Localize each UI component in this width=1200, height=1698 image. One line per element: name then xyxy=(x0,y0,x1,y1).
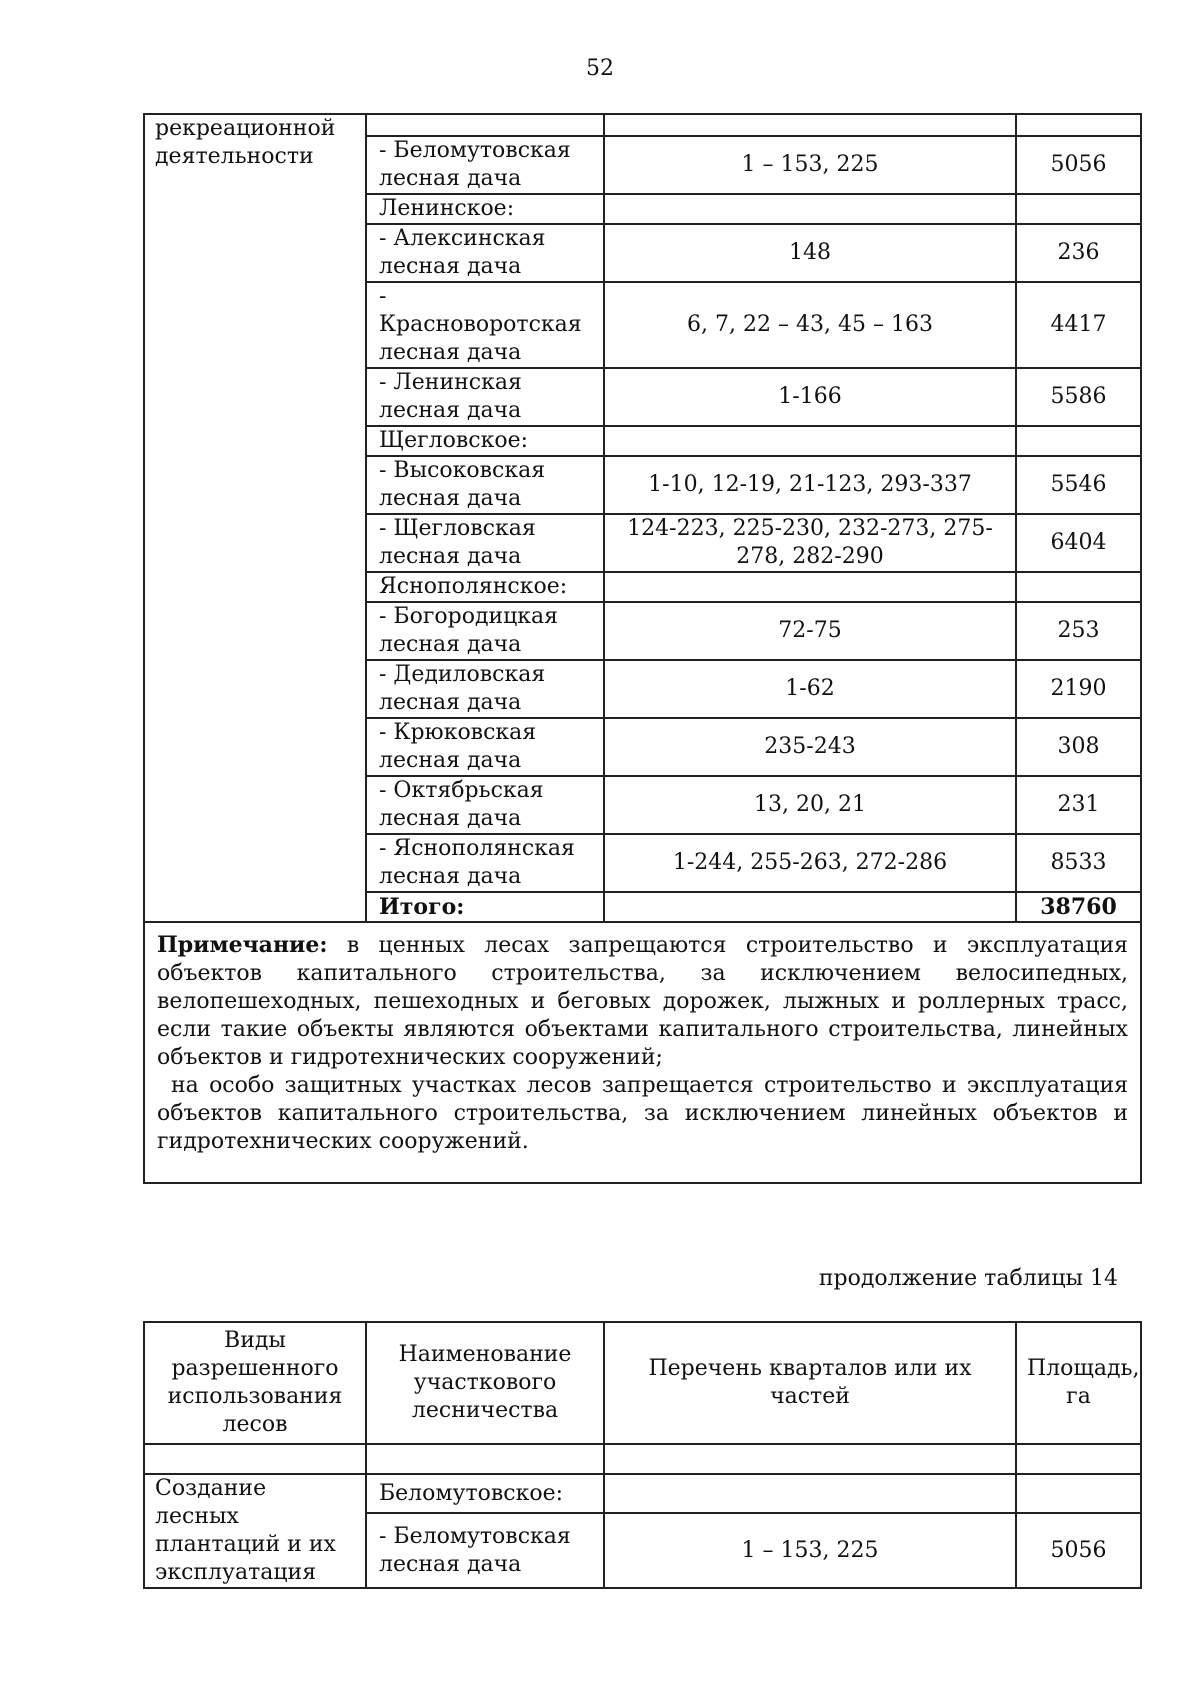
area-cell: 5546 xyxy=(1016,456,1141,514)
area-cell: 236 xyxy=(1016,224,1141,282)
forest-dacha-name: - Богородицкая лесная дача xyxy=(366,602,604,660)
district-group-name: Яснополянское: xyxy=(366,572,604,602)
quarters-cell: 124-223, 225-230, 232-273, 275-278, 282-290 xyxy=(604,514,1016,572)
quarters-cell: 1-62 xyxy=(604,660,1016,718)
note-label: Примечание: xyxy=(157,932,328,958)
forest-dacha-name: - Красноворотская лесная дача xyxy=(366,282,604,368)
forest-dacha-name: - Яснополянская лесная дача xyxy=(366,834,604,892)
total-label: Итого: xyxy=(366,892,604,922)
empty-cell xyxy=(604,194,1016,224)
area-cell: 5056 xyxy=(1016,1513,1141,1588)
area-cell: 308 xyxy=(1016,718,1141,776)
use-type-cell: Создание лесных плантаций и их эксплуатация xyxy=(144,1474,366,1588)
quarters-cell: 1 – 153, 225 xyxy=(604,1513,1016,1588)
empty-cell xyxy=(1016,426,1141,456)
note-cell xyxy=(144,922,1141,1183)
quarters-cell: 1-244, 255-263, 272-286 xyxy=(604,834,1016,892)
table-spacer-row xyxy=(144,114,1141,136)
empty-cell xyxy=(1016,194,1141,224)
quarters-cell: 1-10, 12-19, 21-123, 293-337 xyxy=(604,456,1016,514)
forest-dacha-name: - Высоковская лесная дача xyxy=(366,456,604,514)
quarters-cell: 72-75 xyxy=(604,602,1016,660)
total-value: 38760 xyxy=(1016,892,1141,922)
forest-dacha-name: - Беломутовская лесная дача xyxy=(366,136,604,194)
note-paragraph: на особо защитных участках лесов запрещается строительство и эксплуатация объектов капитального строительства, за исключением линейных объектов и гидротехнических сооружений. xyxy=(157,1073,1128,1154)
header-use-type: Виды разрешенного использования лесов xyxy=(144,1322,366,1444)
forest-use-table-part xyxy=(143,113,1142,1184)
area-cell: 2190 xyxy=(1016,660,1141,718)
continuation-caption: продолжение таблицы 14 xyxy=(818,1266,1118,1291)
empty-cell xyxy=(1016,114,1141,136)
quarters-cell: 1 – 153, 225 xyxy=(604,136,1016,194)
forest-dacha-name: - Щегловская лесная дача xyxy=(366,514,604,572)
area-cell: 8533 xyxy=(1016,834,1141,892)
empty-cell xyxy=(1016,572,1141,602)
header-district: Наименование участкового лесничества xyxy=(366,1322,604,1444)
note-paragraph xyxy=(157,931,1128,1072)
forest-dacha-name: - Крюковская лесная дача xyxy=(366,718,604,776)
area-cell: 5056 xyxy=(1016,136,1141,194)
forest-dacha-name: - Беломутовская лесная дача xyxy=(366,1513,604,1588)
table-spacer-row xyxy=(144,1444,1141,1474)
quarters-cell: 1-166 xyxy=(604,368,1016,426)
area-cell: 5586 xyxy=(1016,368,1141,426)
empty-cell xyxy=(366,114,604,136)
header-quarters: Перечень кварталов или их частей xyxy=(604,1322,1016,1444)
forest-dacha-name: - Дедиловская лесная дача xyxy=(366,660,604,718)
district-group-name: Щегловское: xyxy=(366,426,604,456)
forest-dacha-name: - Алексинская лесная дача xyxy=(366,224,604,282)
area-cell: 4417 xyxy=(1016,282,1141,368)
area-cell: 231 xyxy=(1016,776,1141,834)
area-cell: 6404 xyxy=(1016,514,1141,572)
table-header-row xyxy=(144,1322,1141,1444)
use-type-cell: рекреационной деятельности xyxy=(144,114,366,922)
quarters-cell: 148 xyxy=(604,224,1016,282)
forest-dacha-name: - Октябрьская лесная дача xyxy=(366,776,604,834)
quarters-cell: 13, 20, 21 xyxy=(604,776,1016,834)
quarters-cell: 235-243 xyxy=(604,718,1016,776)
empty-cell xyxy=(604,892,1016,922)
empty-cell xyxy=(604,426,1016,456)
area-cell: 253 xyxy=(1016,602,1141,660)
quarters-cell: 6, 7, 22 – 43, 45 – 163 xyxy=(604,282,1016,368)
table-group-row xyxy=(144,1474,1141,1513)
district-group-name: Беломутовское: xyxy=(366,1474,604,1513)
district-group-name: Ленинское: xyxy=(366,194,604,224)
empty-cell xyxy=(604,114,1016,136)
note-row xyxy=(144,922,1141,1183)
note-text: в ценных лесах запрещаются строительство и эксплуатация объектов капитального строительства, за исключением велосипедных, велопешеходных, пешеходных и беговых дорожек, лыжных и роллерных трасс, если такие объекты являются объектами капитального строительства, линейных объектов и гидротехнических сооружений; xyxy=(157,933,1128,1070)
header-area: Площадь, га xyxy=(1016,1322,1141,1444)
forest-use-table-continued xyxy=(143,1321,1142,1589)
page-number: 52 xyxy=(586,56,614,81)
forest-dacha-name: - Ленинская лесная дача xyxy=(366,368,604,426)
empty-cell xyxy=(604,572,1016,602)
